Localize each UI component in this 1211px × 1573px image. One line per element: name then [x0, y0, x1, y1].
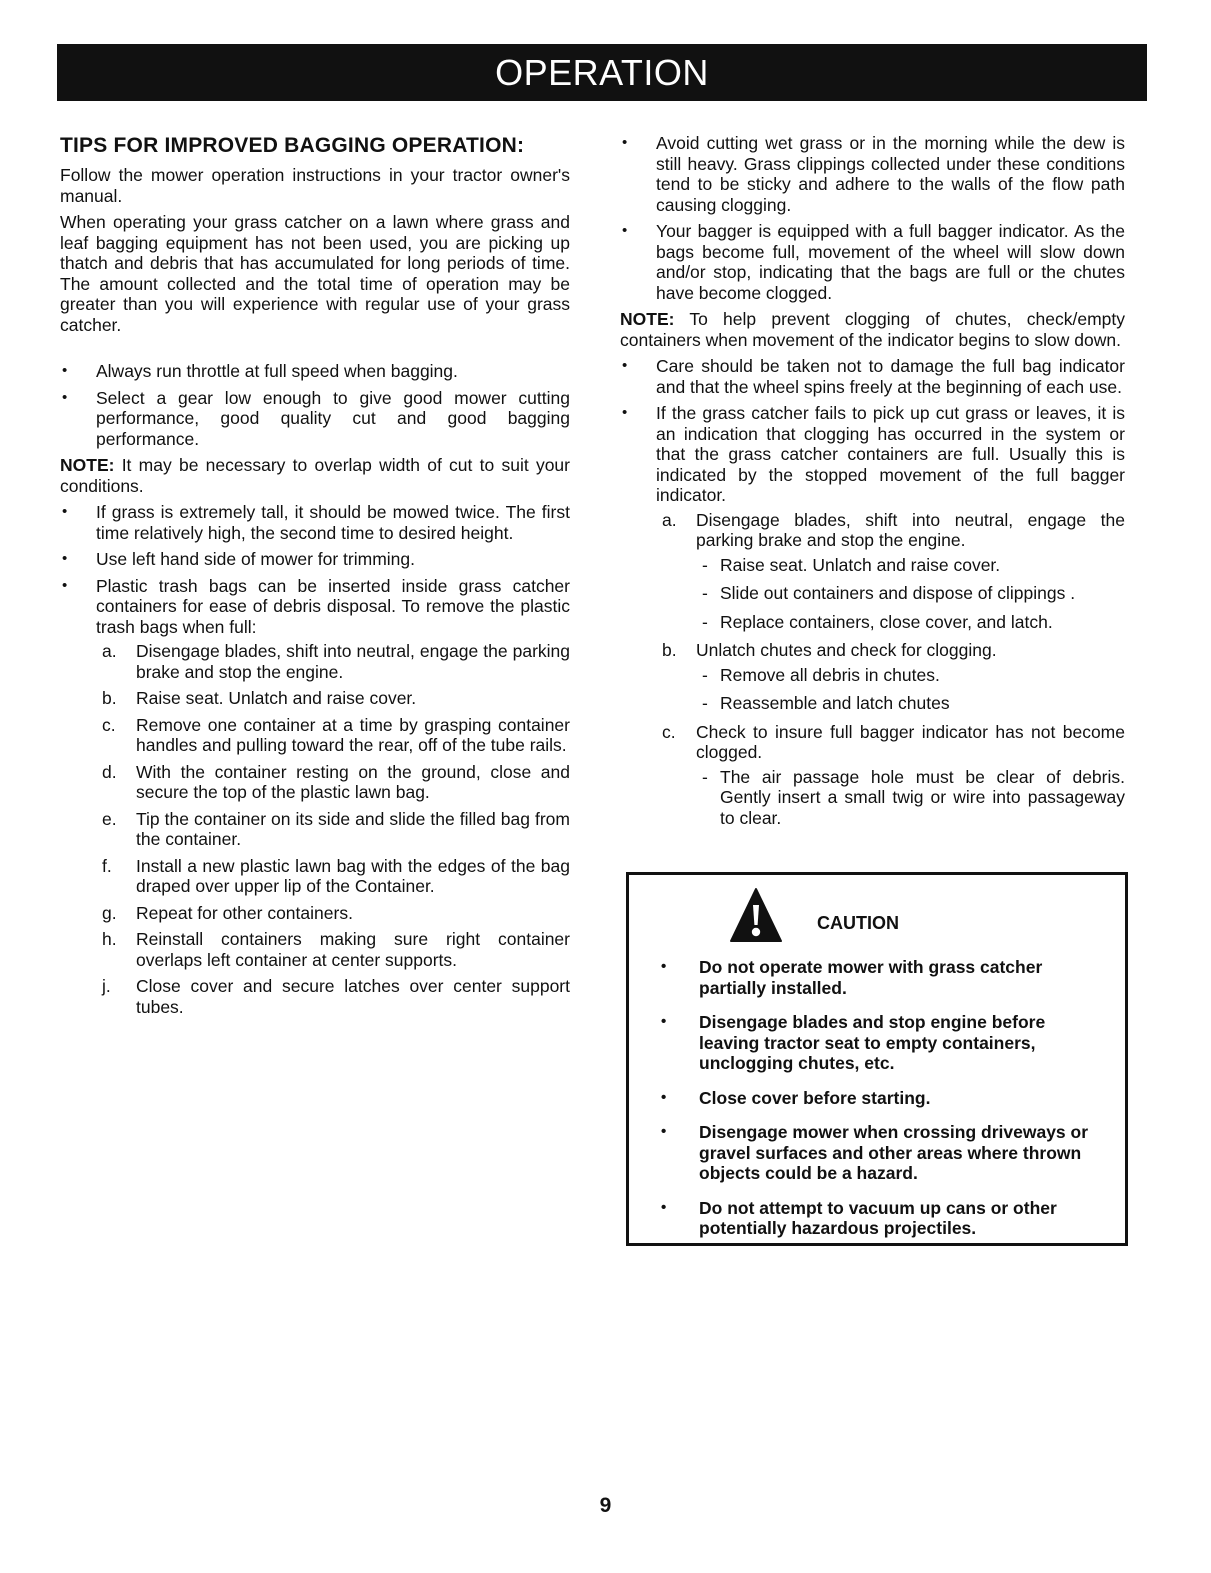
step-item — [96, 856, 570, 897]
step-letter: c. — [662, 721, 676, 742]
spacer — [60, 341, 570, 361]
note-label: NOTE: — [60, 455, 115, 475]
tips-list-3 — [620, 133, 1125, 303]
caution-title: CAUTION — [817, 913, 899, 933]
step-text: Tip the container on its side and slide the filled bag from the container. — [136, 808, 570, 849]
left-column — [60, 133, 570, 1023]
step-letter: g. — [102, 902, 117, 923]
tips-heading: TIPS FOR IMPROVED BAGGING OPERATION: — [60, 134, 525, 157]
step-letter: e. — [102, 808, 117, 829]
step-text: Reinstall containers making sure right container overlaps left container at center supports. — [136, 929, 570, 970]
step-item — [656, 510, 1125, 633]
note-text: To help prevent clogging of chutes, check/empty containers when movement of the indicator begins to slow down. — [620, 309, 1125, 350]
step-item — [656, 640, 1125, 714]
sub-steps — [696, 665, 1125, 714]
step-text: Disengage blades, shift into neutral, engage the parking brake and stop the engine. — [696, 509, 1125, 550]
step-letter: d. — [102, 761, 117, 782]
list-item: • Care should be taken not to damage the full bag indicator and that the wheel spins freely at the beginning of each use. — [620, 356, 1125, 397]
note-label: NOTE: — [620, 309, 675, 329]
step-text: Check to insure full bagger indicator has not become clogged. — [696, 721, 1125, 762]
sub-step: - Slide out containers and dispose of clippings . — [696, 583, 1125, 604]
step-item — [96, 641, 570, 682]
tips-list-1 — [60, 361, 570, 449]
list-item: • Use left hand side of mower for trimming. — [60, 549, 570, 570]
list-item: • Avoid cutting wet grass or in the morning while the dew is still heavy. Grass clippings collected under these conditions tend to be sticky and adhere to the walls of the flow path causing clogging. — [620, 133, 1125, 215]
sub-steps — [696, 555, 1125, 633]
sub-step: - Replace containers, close cover, and latch. — [696, 612, 1125, 633]
tips-list-4 — [620, 356, 1125, 828]
page-number: 9 — [599, 1494, 612, 1517]
step-item — [96, 688, 570, 709]
warning-triangle-icon — [729, 887, 783, 943]
note-text: It may be necessary to overlap width of cut to suit your conditions. — [60, 455, 570, 496]
step-text: Install a new plastic lawn bag with the edges of the bag draped over upper lip of the Container. — [136, 855, 570, 896]
note-paragraph — [620, 309, 1125, 350]
step-item — [96, 715, 570, 756]
bag-removal-steps — [96, 641, 570, 1017]
step-item — [96, 903, 570, 924]
step-item — [656, 722, 1125, 829]
step-text: Unlatch chutes and check for clogging. — [696, 640, 997, 660]
list-item: • Always run throttle at full speed when bagging. — [60, 361, 570, 382]
tips-list-2 — [60, 502, 570, 1017]
list-item — [60, 576, 570, 1018]
step-item — [96, 762, 570, 803]
step-text: Repeat for other containers. — [136, 902, 353, 923]
step-text: With the container resting on the ground, close and secure the top of the plastic lawn bag. — [136, 761, 570, 802]
caution-box — [626, 872, 1128, 1246]
unclog-steps — [656, 510, 1125, 829]
step-text: Raise seat. Unlatch and raise cover. — [136, 688, 417, 708]
intro-paragraph-1: Follow the mower operation instructions in your tractor owner's manual. — [60, 165, 570, 206]
step-item — [96, 929, 570, 970]
step-item — [96, 809, 570, 850]
list-item: • Select a gear low enough to give good mower cutting performance, good quality cut and good bagging performance. — [60, 388, 570, 450]
caution-item: • Do not attempt to vacuum up cans or other potentially hazardous projectiles. — [659, 1198, 1099, 1239]
list-item: • If grass is extremely tall, it should be mowed twice. The first time relatively high, the second time to desired height. — [60, 502, 570, 543]
step-letter: j. — [102, 976, 111, 996]
step-text: Disengage blades, shift into neutral, engage the parking brake and stop the engine. — [136, 641, 570, 682]
sub-step: - The air passage hole must be clear of debris. Gently insert a small twig or wire into passageway to clear. — [696, 767, 1125, 829]
caution-item: • Disengage mower when crossing driveways or gravel surfaces and other areas where thrown objects could be a hazard. — [659, 1122, 1099, 1184]
step-letter: h. — [102, 929, 117, 949]
sub-step: - Reassemble and latch chutes — [696, 693, 1125, 714]
caution-list — [659, 957, 1099, 1253]
sub-step: - Raise seat. Unlatch and raise cover. — [696, 555, 1125, 576]
section-title: OPERATION — [495, 52, 709, 93]
step-item — [96, 976, 570, 1017]
step-letter: c. — [102, 714, 116, 735]
step-letter: f. — [102, 855, 112, 876]
list-item-text: If the grass catcher fails to pick up cut grass or leaves, it is an indication that clogging has occurred in the system or that the grass catcher containers are full. Usually this is indicated by the stopped movement of the full bagger indicator. — [656, 403, 1125, 505]
step-letter: a. — [662, 509, 677, 530]
step-letter: b. — [662, 640, 677, 660]
section-banner — [57, 44, 1147, 101]
step-text: Close cover and secure latches over center support tubes. — [136, 976, 570, 1017]
caution-item: • Close cover before starting. — [659, 1088, 1099, 1109]
note-paragraph — [60, 455, 570, 496]
right-column — [620, 133, 1125, 836]
sub-steps — [696, 767, 1125, 829]
step-text: Remove one container at a time by grasping container handles and pulling toward the rear, off of the tube rails. — [136, 714, 570, 755]
step-letter: b. — [102, 688, 117, 708]
caution-item: • Disengage blades and stop engine before leaving tractor seat to empty containers, unclogging chutes, etc. — [659, 1012, 1099, 1074]
caution-item: • Do not operate mower with grass catcher partially installed. — [659, 957, 1099, 998]
intro-paragraph-2: When operating your grass catcher on a lawn where grass and leaf bagging equipment has not been used, you are picking up thatch and debris that has accumulated for long periods of time. The amount collected and the total time of operation may be greater than you will experience with regular use of your grass catcher. — [60, 212, 570, 335]
sub-step: - Remove all debris in chutes. — [696, 665, 1125, 686]
step-letter: a. — [102, 641, 117, 661]
list-item: • Your bagger is equipped with a full bagger indicator. As the bags become full, movement of the wheel will slow down and/or stop, indicating that the bags are full or the chutes have become clogged. — [620, 221, 1125, 303]
list-item — [620, 403, 1125, 828]
list-item-text: Plastic trash bags can be inserted inside grass catcher containers for ease of debris disposal. To remove the plastic trash bags when full: — [96, 575, 570, 637]
